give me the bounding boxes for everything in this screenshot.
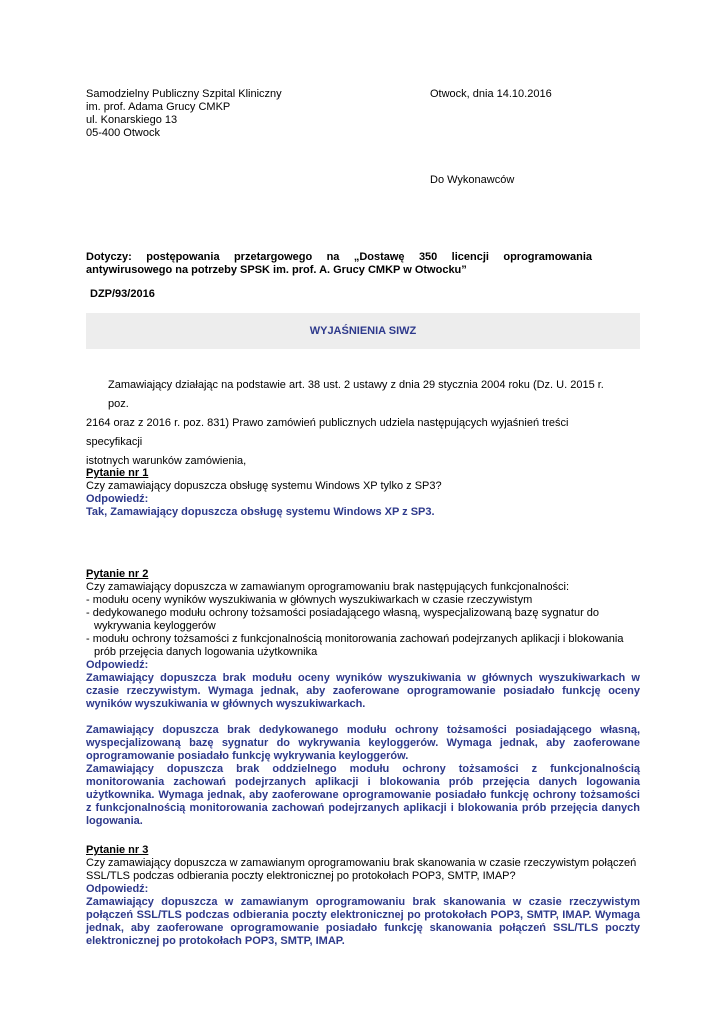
- date-line: Otwock, dnia 14.10.2016: [430, 88, 552, 100]
- question-text: wykrywania keyloggerów: [94, 620, 216, 632]
- question-heading: Pytanie nr 2: [86, 568, 149, 580]
- sender-line: im. prof. Adama Grucy CMKP: [86, 101, 231, 113]
- answer-line: oprogramowanie posiadało funkcję wykrywania keyloggerów.: [86, 750, 409, 762]
- question-text: prób przejęcia danych logowania użytkownika: [94, 646, 318, 658]
- answer-paragraph: [86, 896, 640, 948]
- intro-line: 2164 oraz z 2016 r. poz. 831) Prawo zamówień publicznych udziela następujących wyjaśnień treści specyfikacji: [86, 417, 569, 448]
- answer-line: Zamawiający dopuszcza brak dedykowanego modułu ochrony tożsamości posiadającego własną,: [86, 724, 640, 736]
- question-1: [86, 467, 646, 519]
- answer-line: wyników wyszukiwania w głównych wyszukiwarkach.: [86, 698, 366, 710]
- recipient: Do Wykonawców: [430, 174, 515, 186]
- answer-line: Zamawiający dopuszcza w zamawianym oprogramowaniu brak skanowania w czasie rzeczywistym: [86, 896, 640, 908]
- answer-line: użytkownika. Wymaga jednak, aby zaoferowane oprogramowanie posiadało funkcję ochrony tożsamości: [86, 789, 640, 801]
- answer-label: Odpowiedź:: [86, 659, 149, 671]
- intro-line: Zamawiający działając na podstawie art. 38 ust. 2 ustawy z dnia 29 stycznia 2004 roku (Dz. U. 2015 r. poz.: [108, 379, 604, 410]
- subject: [86, 251, 592, 277]
- question-text: SSL/TLS podczas odbierania poczty elektronicznej po protokołach POP3, SMTP, IMAP?: [86, 870, 516, 882]
- question-text: Czy zamawiający dopuszcza obsługę systemu Windows XP tylko z SP3?: [86, 480, 442, 492]
- answer-line: elektronicznej po protokołach POP3, SMTP, IMAP.: [86, 935, 345, 947]
- answer-line: Zamawiający dopuszcza brak modułu oceny wyników wyszukiwania w głównych wyszukiwarkach w: [86, 672, 640, 684]
- question-2: [86, 568, 640, 828]
- answer-text: Tak, Zamawiający dopuszcza obsługę systemu Windows XP z SP3.: [86, 506, 435, 518]
- sender-line: ul. Konarskiego 13: [86, 114, 178, 126]
- answer-line: monitorowania zachowań podejrzanych aplikacji i blokowania prób przejęcia danych logowania: [86, 776, 640, 788]
- answer-line: połączeń SSL/TLS podczas odbierania poczty elektronicznej po protokołach POP3, SMTP, IMAP. Wymaga: [86, 909, 640, 921]
- answer-line: jednak, aby zaoferowane oprogramowanie posiadało funkcję skanowania połączeń SSL/TLS poczty: [86, 922, 640, 934]
- sender-block: [86, 88, 282, 140]
- answer-line: czasie rzeczywistym. Wymaga jednak, aby zaoferowane oprogramowanie posiadało funkcję oceny: [86, 685, 640, 697]
- question-text: Czy zamawiający dopuszcza w zamawianym oprogramowaniu brak następujących funkcjonalności:: [86, 581, 570, 593]
- answer-line: wyspecjalizowaną bazę sygnatur do wykrywania keyloggerów. Wymaga jednak, aby zaoferowane: [86, 737, 640, 749]
- answer-paragraph: [86, 672, 640, 711]
- question-text: - dedykowanego modułu ochrony tożsamości posiadającego własną, wyspecjalizowaną bazę sygnatur do: [86, 607, 600, 619]
- question-text: - modułu ochrony tożsamości z funkcjonalnością monitorowania zachowań podejrzanych aplikacji i blokowania: [86, 633, 624, 645]
- sender-line: Samodzielny Publiczny Szpital Kliniczny: [86, 88, 282, 100]
- section-banner: [86, 313, 640, 349]
- answer-line: Zamawiający dopuszcza brak oddzielnego modułu ochrony tożsamości z funkcjonalnością: [86, 763, 640, 775]
- reference-number: DZP/93/2016: [90, 288, 155, 300]
- subject-line: Dotyczy: postępowania przetargowego na „Dostawę 350 licencji oprogramowania: [86, 251, 592, 263]
- answer-line: z funkcjonalnością monitorowania zachowań podejrzanych aplikacji i blokowania prób przejęcia danych: [86, 802, 640, 814]
- banner-title: WYJAŚNIENIA SIWZ: [309, 325, 417, 337]
- intro-line: istotnych warunków zamówienia,: [86, 455, 247, 467]
- answer-label: Odpowiedź:: [86, 493, 149, 505]
- subject-line: antywirusowego na potrzeby SPSK im. prof. A. Grucy CMKP w Otwocku”: [86, 264, 467, 276]
- answer-label: Odpowiedź:: [86, 883, 149, 895]
- question-text: - modułu oceny wyników wyszukiwania w głównych wyszukiwarkach w czasie rzeczywistym: [86, 594, 533, 606]
- question-heading: Pytanie nr 3: [86, 844, 149, 856]
- answer-line: logowania.: [86, 815, 143, 827]
- question-text: Czy zamawiający dopuszcza w zamawianym oprogramowaniu brak skanowania w czasie rzeczywistym połączeń: [86, 857, 637, 869]
- question-heading: Pytanie nr 1: [86, 467, 149, 479]
- intro-paragraph: [86, 376, 626, 471]
- question-3: [86, 844, 640, 948]
- sender-line: 05-400 Otwock: [86, 127, 160, 139]
- answer-paragraph: [86, 724, 640, 828]
